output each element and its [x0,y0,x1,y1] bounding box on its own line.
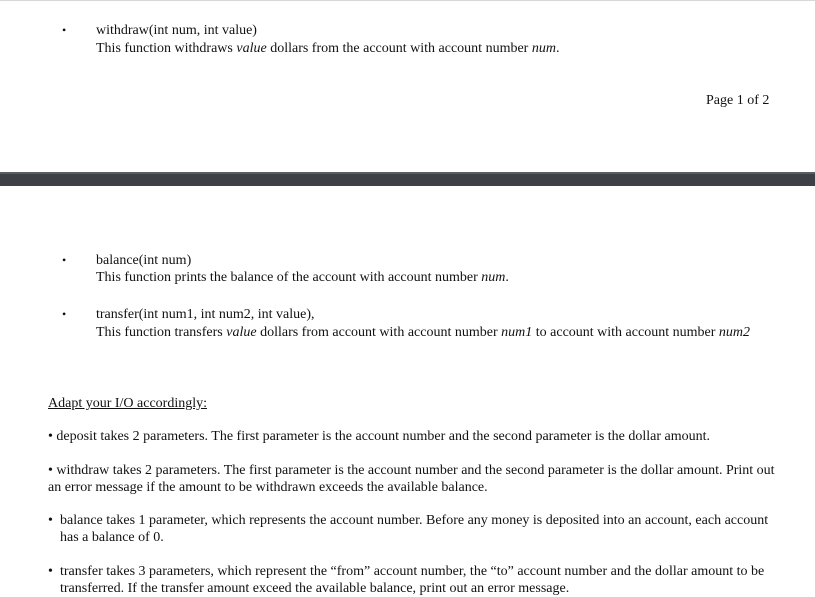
balance-description: This function prints the balance of the account with account number num. [96,270,509,285]
bullet: • [48,564,53,579]
pdf-page-1 [0,0,815,172]
withdraw-signature: withdraw(int num, int value) [96,23,257,38]
transfer-description: This function transfers value dollars from account with account number num1 to account with account number num2 [96,325,750,340]
io-withdraw-item: • withdraw takes 2 parameters. The first parameter is the account number and the second parameter is the dollar amount. Print out an error message if the amount to be withdrawn exceeds the available balance. [48,463,775,495]
page-indicator: Page 1 of 2 [706,93,770,108]
bullet: • [62,253,67,267]
io-deposit-item: • deposit takes 2 parameters. The first parameter is the account number and the second parameter is the dollar amount. [48,429,711,444]
transfer-signature: transfer(int num1, int num2, int value), [96,307,315,322]
io-heading: Adapt your I/O accordingly: [48,396,208,411]
page-top-edge [0,0,815,1]
pdf-page-2 [0,186,815,596]
bullet: • [62,307,67,321]
io-transfer-text: transfer takes 3 parameters, which represent the “from” account number, the “to” account number and the dollar amount to be transferred. If the transfer amount exceed the available balance, print out an error message. [60,564,765,596]
page-separator [0,172,815,186]
bullet: • [48,513,53,528]
io-balance-text: balance takes 1 parameter, which represents the account number. Before any money is deposited into an account, each account has a balance of 0. [60,513,769,545]
withdraw-description: This function withdraws value dollars from the account with account number num. [96,41,560,56]
balance-signature: balance(int num) [96,253,192,268]
bullet: • [62,23,67,37]
